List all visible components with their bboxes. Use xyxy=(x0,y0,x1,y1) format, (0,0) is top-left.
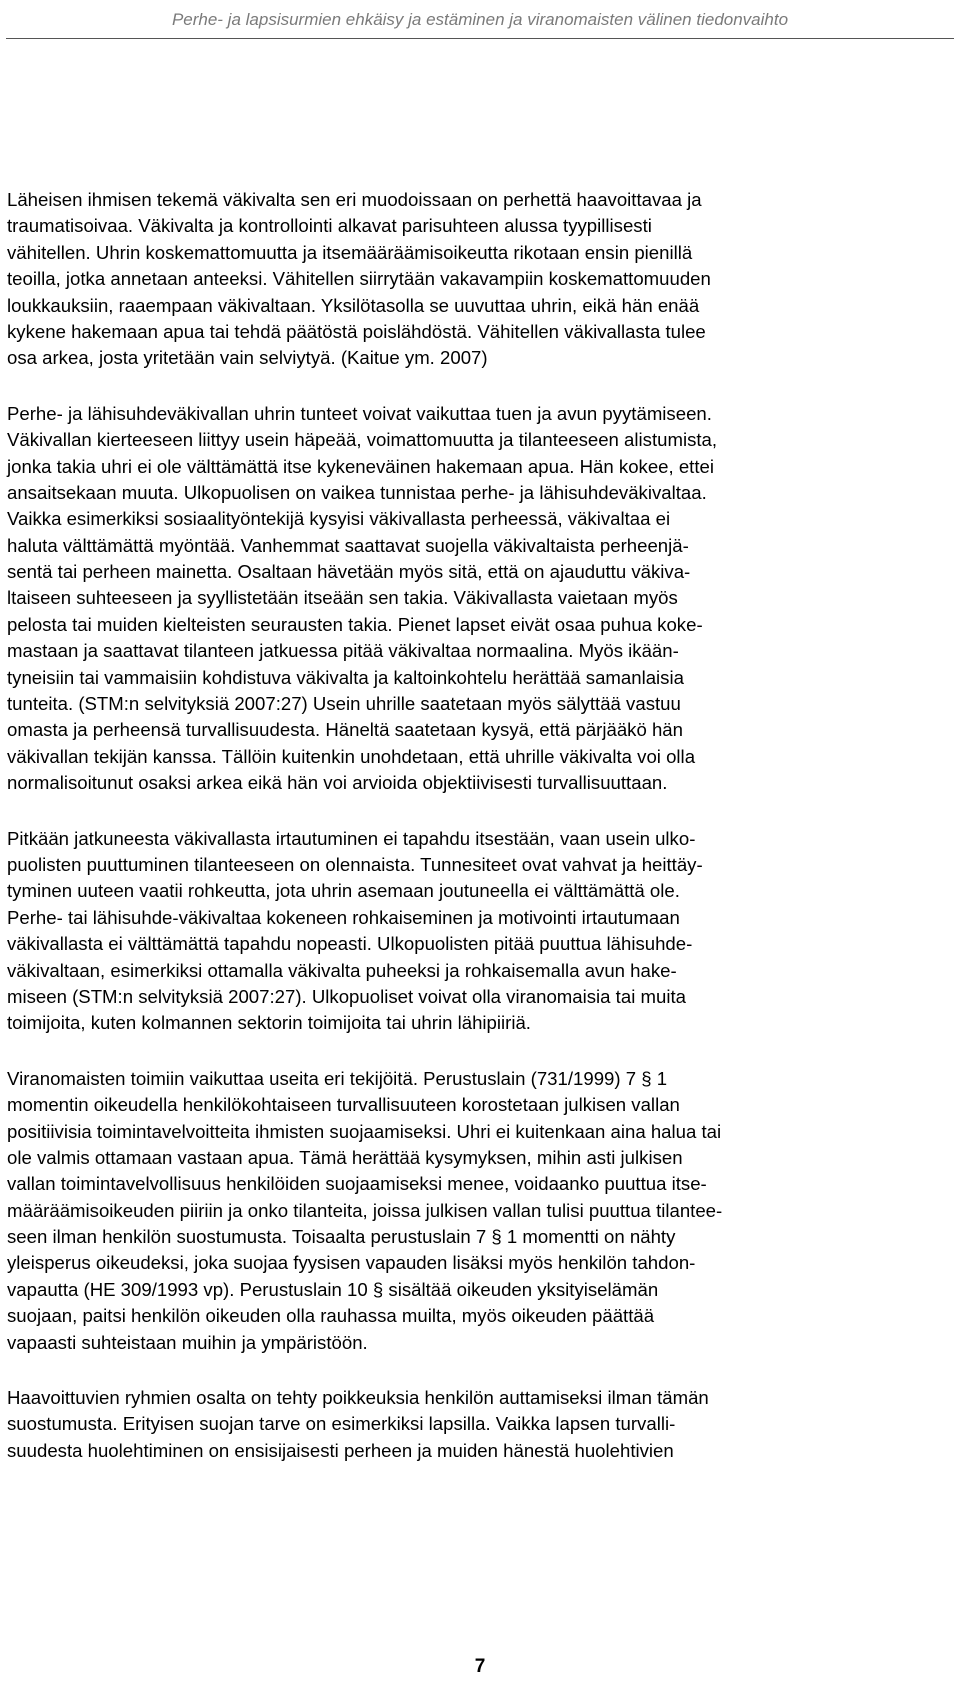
text-line: miseen (STM:n selvityksiä 2007:27). Ulkopuoliset voivat olla viranomaisia tai muita xyxy=(7,985,686,1007)
text-line: väkivallasta ei välttämättä tapahdu nopeasti. Ulkopuolisten pitää puuttua lähisuhde- xyxy=(7,933,693,955)
text-line: Pitkään jatkuneesta väkivallasta irtautuminen ei tapahdu itsestään, vaan usein ulko- xyxy=(7,827,696,849)
text-line: ltaiseen suhteeseen ja syyllistetään itseään sen takia. Väkivallasta vaietaan myös xyxy=(7,587,678,609)
document-body xyxy=(7,187,953,1493)
text-line: osa arkea, josta yritetään vain selviytyä. (Kaitue ym. 2007) xyxy=(7,347,488,369)
text-line: jonka takia uhri ei ole välttämättä itse kykeneväinen hakemaan apua. Hän kokee, ettei xyxy=(7,455,714,477)
text-line: vallan toimintavelvollisuus henkilöiden suojaamiseksi menee, voidaanko puuttua itse- xyxy=(7,1173,707,1195)
text-line: tyminen uuteen vaatii rohkeutta, jota uhrin asemaan joutuneella ei välttämättä ole. xyxy=(7,880,680,902)
text-line: omasta ja perheensä turvallisuudesta. Häneltä saatetaan kysyä, että pärjääkö hän xyxy=(7,719,683,741)
paragraph xyxy=(7,1066,953,1356)
text-line: teoilla, jotka annetaan anteeksi. Vähitellen siirrytään vakavampiin koskemattomuuden xyxy=(7,268,711,290)
text-line: pelosta tai muiden kielteisten seurausten takia. Pienet lapset eivät osaa puhua koke- xyxy=(7,613,703,635)
running-header: Perhe- ja lapsisurmien ehkäisy ja estäminen ja viranomaisten välinen tiedonvaihto xyxy=(171,10,789,29)
text-line: vapaasti suhteistaan muihin ja ympäristöön. xyxy=(7,1331,368,1353)
text-line: kykene hakemaan apua tai tehdä päätöstä poislähdöstä. Vähitellen väkivallasta tulee xyxy=(7,320,706,342)
text-line: sentä tai perheen mainetta. Osaltaan hävetään myös sitä, että on ajauduttu väkiva- xyxy=(7,561,691,583)
paragraph xyxy=(7,401,953,797)
text-line: väkivaltaan, esimerkiksi ottamalla väkivalta puheeksi ja rohkaisemalla avun hake- xyxy=(7,959,677,981)
paragraph xyxy=(7,826,953,1037)
header-divider xyxy=(6,38,954,39)
text-line: suojaan, paitsi henkilön oikeuden olla rauhassa muilta, myös oikeuden päättää xyxy=(7,1305,655,1327)
text-line: normalisoitunut osaksi arkea eikä hän voi arvioida objektiivisesti turvallisuuttaan. xyxy=(7,772,668,794)
text-line: Haavoittuvien ryhmien osalta on tehty poikkeuksia henkilön auttamiseksi ilman tämän xyxy=(7,1387,709,1409)
text-line: Vaikka esimerkiksi sosiaalityöntekijä kysyisi väkivallasta perheessä, väkivaltaa ei xyxy=(7,508,671,530)
text-line: Väkivallan kierteeseen liittyy usein häpeää, voimattomuutta ja tilanteeseen alistumista, xyxy=(7,429,718,451)
text-line: suudesta huolehtiminen on ensisijaisesti perheen ja muiden hänestä huolehtivien xyxy=(7,1439,674,1461)
text-line: Perhe- tai lähisuhde-väkivaltaa kokeneen rohkaiseminen ja motivointi irtautumaan xyxy=(7,906,680,928)
text-line: Läheisen ihmisen tekemä väkivalta sen eri muodoissaan on perhettä haavoittavaa ja xyxy=(7,189,702,210)
text-line: vapautta (HE 309/1993 vp). Perustuslain 10 § sisältää oikeuden yksityiselämän xyxy=(7,1278,659,1300)
text-line: ole valmis ottamaan vastaan apua. Tämä herättää kysymyksen, mihin asti julkisen xyxy=(7,1146,683,1168)
text-line: puolisten puuttuminen tilanteeseen on olennaista. Tunnesiteet ovat vahvat ja heittäy- xyxy=(7,853,703,875)
text-line: toimijoita, kuten kolmannen sektorin toimijoita tai uhrin lähipiiriä. xyxy=(7,1012,531,1034)
page-number: 7 xyxy=(474,1656,486,1677)
text-line: vähitellen. Uhrin koskemattomuutta ja itsemääräämisoikeutta rikotaan ensin pienillä xyxy=(7,241,693,263)
text-line: seen ilman henkilön suostumusta. Toisaalta perustuslain 7 § 1 momentti on nähty xyxy=(7,1226,676,1248)
paragraph xyxy=(7,187,953,372)
text-line: loukkauksiin, raaempaan väkivaltaan. Yksilötasolla se uuvuttaa uhrin, eikä hän enää xyxy=(7,294,700,316)
text-line: positiivisia toimintavelvoitteita ihmisten suojaamiseksi. Uhri ei kuitenkaan aina halua tai xyxy=(7,1120,722,1142)
text-line: traumatisoivaa. Väkivalta ja kontrollointi alkavat parisuhteen alussa tyypillisesti xyxy=(7,215,652,237)
paragraph xyxy=(7,1385,953,1464)
text-line: väkivallan tekijän kanssa. Tällöin kuitenkin unohdetaan, että uhrille väkivalta voi olla xyxy=(7,745,696,767)
text-line: haluta välttämättä myöntää. Vanhemmat saattavat suojella väkivaltaista perheenjä- xyxy=(7,534,689,556)
text-line: Viranomaisten toimiin vaikuttaa useita eri tekijöitä. Perustuslain (731/1999) 7 § 1 xyxy=(7,1067,668,1089)
text-line: momentin oikeudella henkilökohtaiseen turvallisuuteen korostetaan julkisen vallan xyxy=(7,1094,680,1116)
text-line: tunteita. (STM:n selvityksiä 2007:27) Usein uhrille saatetaan myös sälyttää vastuu xyxy=(7,693,681,715)
text-line: yleisperus oikeudeksi, joka suojaa fyysisen vapauden lisäksi myös henkilön tahdon- xyxy=(7,1252,696,1274)
text-line: määräämisoikeuden piiriin ja onko tilanteita, joissa julkisen vallan tulisi puuttua tilantee- xyxy=(7,1199,723,1221)
text-line: tyneisiin tai vammaisiin kohdistuva väkivalta ja kaltoinkohtelu herättää samanlaisia xyxy=(7,666,684,688)
text-line: ansaitsekaan muuta. Ulkopuolisen on vaikea tunnistaa perhe- ja lähisuhdeväkivaltaa. xyxy=(7,481,707,503)
text-line: mastaan ja saattavat tilanteen jatkuessa pitää väkivaltaa normaalina. Myös ikään- xyxy=(7,640,679,662)
text-line: suostumusta. Erityisen suojan tarve on esimerkiksi lapsilla. Vaikka lapsen turvalli- xyxy=(7,1413,676,1435)
text-line: Perhe- ja lähisuhdeväkivallan uhrin tunteet voivat vaikuttaa tuen ja avun pyytämiseen. xyxy=(7,402,712,424)
